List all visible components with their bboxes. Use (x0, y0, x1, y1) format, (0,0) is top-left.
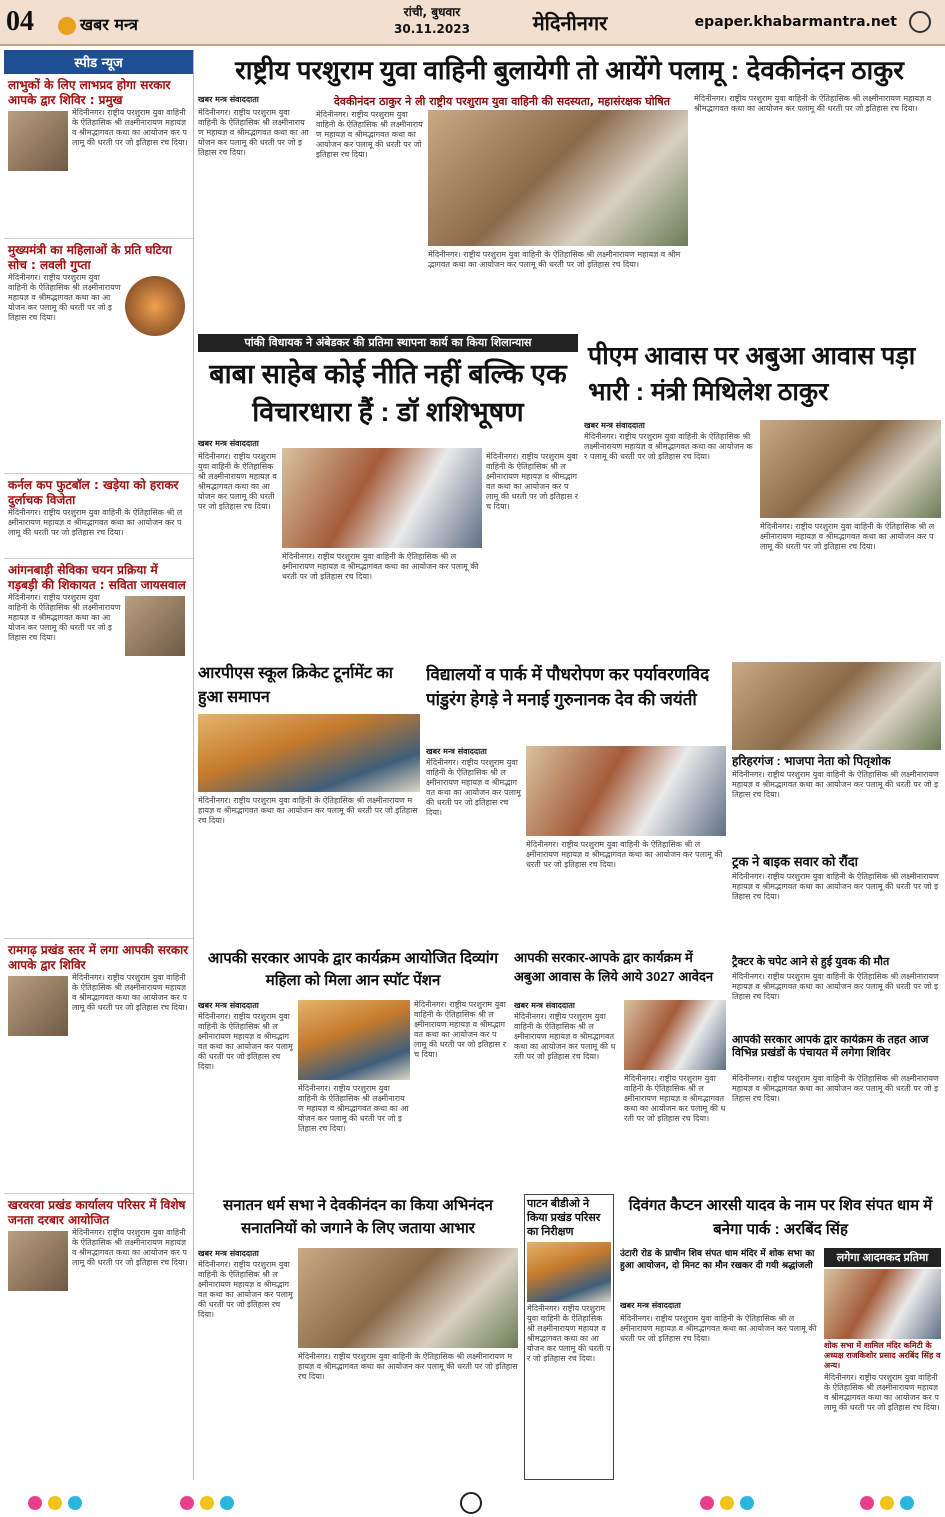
ambedkar-strap (198, 334, 578, 352)
park-headline[interactable]: दिवंगत कैप्टन आरसी यादव के नाम पर शिव संपत धाम में बनेगा पार्क : अरबिंद सिंह (628, 1197, 933, 1238)
article-body: मेदिनीनगर। राष्ट्रीय परशुराम युवा वाहिनी के ऐतिहासिक श्री लक्ष्मीनारायण महायज्ञ व श्रीमद्भागवत कथा का आयोजन कर पलामू की धरती पर जो इतिहास रच दिया। (198, 796, 418, 825)
article-body: मेदिनीनगर। राष्ट्रीय परशुराम युवा वाहिनी के ऐतिहासिक श्री लक्ष्मीनारायण महायज्ञ व श्रीमद्भागवत कथा का आयोजन कर पलामू की धरती पर जो इतिहास रच दिया। (316, 110, 423, 159)
article-body: मेदिनीनगर। राष्ट्रीय परशुराम युवा वाहिनी के ऐतिहासिक श्री लक्ष्मीनारायण महायज्ञ व श्रीमद्भागवत कथा का आयोजन कर पलामू की धरती पर जो इतिहास रच दिया। (72, 108, 188, 147)
article-body: मेदिनीनगर। राष्ट्रीय परशुराम युवा वाहिनी के ऐतिहासिक श्री लक्ष्मीनारायण महायज्ञ व श्रीमद्भागवत कथा का आयोजन कर पलामू की धरती पर जो इतिहास रच दिया। (624, 1074, 726, 1123)
list-item[interactable] (4, 474, 193, 559)
list-item[interactable] (4, 939, 193, 1194)
sanatan-story (198, 1248, 518, 1480)
reporter-tag: खबर मन्त्र संवाददाता (198, 1001, 259, 1010)
ambedkar-story (198, 438, 578, 658)
camp-headline[interactable]: आपकी सरकार आपके द्वार कार्यक्रम के तहत आज विभिन्न प्रखंडों के पंचायत में लगेगा शिविर (732, 1034, 929, 1059)
reporter-tag: खबर मन्त्र संवाददाता (514, 1001, 575, 1010)
truck-headline[interactable]: ट्रक ने बाइक सवार को रौंदा (732, 854, 858, 869)
article-body: मेदिनीनगर। राष्ट्रीय परशुराम युवा वाहिनी के ऐतिहासिक श्री लक्ष्मीनारायण महायज्ञ व श्रीमद्भागवत कथा का आयोजन कर पलामू की धरती पर जो इतिहास रच दिया। (8, 273, 121, 322)
awas-3027-story (514, 1000, 726, 1190)
color-dot-icon (48, 1496, 62, 1510)
print-registration-strip (0, 1488, 945, 1517)
divyang-headline[interactable]: आपकी सरकार आपके द्वार कार्यक्रम आयोजित दिव्यांग महिला को मिला आन स्पॉट पेंशन (207, 950, 499, 989)
awas-story (584, 420, 941, 660)
brand-emblem-icon (58, 17, 76, 35)
bdo-photo (527, 1242, 611, 1302)
awas-3027-photo (624, 1000, 726, 1070)
condolence-headline[interactable]: हरिहरगंज : भाजपा नेता को पितृशोक (732, 754, 891, 768)
statue-headline[interactable]: लगेगा आदमकद प्रतिमा (824, 1248, 941, 1267)
park-subheadline: उंटारी रोड के प्राचीन शिव संपत धाम मंदिर में शोक सभा का हुआ आयोजन, दो मिनट का मौन रखकर दी गयी श्रद्धांजली (620, 1249, 815, 1271)
awas-headline[interactable]: पीएम आवास पर अबुआ आवास पड़ा भारी : मंत्री मिथिलेश ठाकुर (588, 342, 916, 406)
list-item-headline: कर्नल कप फुटबॉल : खड़ेया को हराकर दुर्लाचक विजेता (8, 478, 179, 507)
statue-photo (824, 1269, 941, 1339)
registration-mark-icon (460, 1492, 482, 1514)
list-item[interactable] (4, 559, 193, 939)
article-body: मेदिनीनगर। राष्ट्रीय परशुराम युवा वाहिनी के ऐतिहासिक श्री लक्ष्मीनारायण महायज्ञ व श्रीमद्भागवत कथा का आयोजन कर पलामू की धरती पर जो इतिहास रच दिया। (282, 552, 479, 581)
news-photo (8, 111, 68, 171)
photo-caption: शोक सभा में शामिल मंदिर कमिटी के अध्यक्ष राजकिशोर प्रसाद अरबिंद सिंह व अन्य। (824, 1341, 941, 1370)
color-dot-icon (28, 1496, 42, 1510)
ambedkar-body-bottom (282, 552, 482, 652)
article-body: मेदिनीनगर। राष्ट्रीय परशुराम युवा वाहिनी के ऐतिहासिक श्री लक्ष्मीनारायण महायज्ञ व श्रीमद्भागवत कथा का आयोजन कर पलामू की धरती पर जो इतिहास रच दिया। (732, 872, 939, 901)
cricket-story (198, 796, 420, 946)
plantation-headline[interactable]: विद्यालयों व पार्क में पौधरोपण कर पर्यावरणविद पांडुरंग हेगड़े ने मनाई गुरुनानक देव की जयंती (426, 665, 710, 709)
awas-3027-body (514, 1012, 618, 1190)
article-body: मेदिनीनगर। राष्ट्रीय परशुराम युवा वाहिनी के ऐतिहासिक श्री लक्ष्मीनारायण महायज्ञ व श्रीमद्भागवत कथा का आयोजन कर पलामू की धरती पर जो इतिहास रच दिया। (298, 1352, 518, 1381)
reporter-tag: खबर मन्त्र संवाददाता (198, 1249, 259, 1258)
strap-text: पांकी विधायक ने अंबेडकर की प्रतिमा स्थापना कार्य का किया शिलान्यास (244, 336, 532, 349)
tractor-headline[interactable]: ट्रैक्टर के चपेट आने से हुई युवक की मौत (732, 956, 890, 968)
reporter-tag: खबर मन्त्र संवाददाता (620, 1301, 681, 1310)
speed-news-header: स्पीड न्यूज (4, 50, 193, 74)
article-body: मेदिनीनगर। राष्ट्रीय परशुराम युवा वाहिनी के ऐतिहासिक श्री लक्ष्मीनारायण महायज्ञ व श्रीमद्भागवत कथा का आयोजन कर पलामू की धरती पर जो इतिहास रच दिया। (426, 758, 521, 817)
park-sub (620, 1248, 820, 1296)
article-body: मेदिनीनगर। राष्ट्रीय परशुराम युवा वाहिनी के ऐतिहासिक श्री लक्ष्मीनारायण महायज्ञ व श्रीमद्भागवत कथा का आयोजन कर पलामू की धरती पर जो इतिहास रच दिया। (8, 593, 121, 642)
article-body: मेदिनीनगर। राष्ट्रीय परशुराम युवा वाहिनी के ऐतिहासिक श्री लक्ष्मीनारायण महायज्ञ व श्रीमद्भागवत कथा का आयोजन कर पलामू की धरती पर जो इतिहास रच दिया। (732, 770, 939, 799)
list-item[interactable] (4, 74, 193, 239)
bdo-headline[interactable]: पाटन बीडीओ ने किया प्रखंड परिसर का निरीक्षण (527, 1198, 601, 1238)
article-body: मेदिनीनगर। राष्ट्रीय परशुराम युवा वाहिनी के ऐतिहासिक श्री लक्ष्मीनारायण महायज्ञ व श्रीमद्भागवत कथा का आयोजन कर पलामू की धरती पर जो इतिहास रच दिया। (414, 1000, 506, 1059)
reporter-tag: खबर मन्त्र संवाददाता (584, 421, 645, 430)
tractor-body (732, 972, 941, 1032)
divyang-body (198, 1012, 293, 1190)
brand-name: खबर मन्त्र (80, 15, 138, 34)
condolence-body (732, 770, 941, 850)
condolence-photo (732, 662, 941, 750)
article-body: मेदिनीनगर। राष्ट्रीय परशुराम युवा वाहिनी के ऐतिहासिक श्री लक्ष्मीनारायण महायज्ञ व श्रीमद्भागवत कथा का आयोजन कर पलामू की धरती पर जो इतिहास रच दिया। (732, 1074, 939, 1103)
lead-story-body-bottom (428, 250, 688, 330)
lead-photo (428, 110, 688, 246)
article-body: मेदिनीनगर। राष्ट्रीय परशुराम युवा वाहिनी के ऐतिहासिक श्री लक्ष्मीनारायण महायज्ञ व श्रीमद्भागवत कथा का आयोजन कर पलामू की धरती पर जो इतिहास रच दिया। (198, 1012, 293, 1071)
article-body: मेदिनीनगर। राष्ट्रीय परशुराम युवा वाहिनी के ऐतिहासिक श्री लक्ष्मीनारायण महायज्ञ व श्रीमद्भागवत कथा का आयोजन कर पलामू की धरती पर जो इतिहास रच दिया। (72, 1228, 188, 1267)
article-body: मेदिनीनगर। राष्ट्रीय परशुराम युवा वाहिनी के ऐतिहासिक श्री लक्ष्मीनारायण महायज्ञ व श्रीमद्भागवत कथा का आयोजन कर पलामू की धरती पर जो इतिहास रच दिया। (198, 452, 277, 511)
article-body: मेदिनीनगर। राष्ट्रीय परशुराम युवा वाहिनी के ऐतिहासिक श्री लक्ष्मीनारायण महायज्ञ व श्रीमद्भागवत कथा का आयोजन कर पलामू की धरती पर जो इतिहास रच दिया। (620, 1314, 817, 1343)
color-dot-icon (200, 1496, 214, 1510)
bdo-box (524, 1194, 614, 1480)
registration-mark-icon (909, 11, 931, 33)
color-dot-icon (700, 1496, 714, 1510)
color-dot-icon (68, 1496, 82, 1510)
divyang-body-right (414, 1000, 508, 1190)
color-dot-icon (880, 1496, 894, 1510)
date: 30.11.2023 (394, 22, 470, 36)
main-content (198, 50, 941, 1480)
list-item-headline: रामगढ़ प्रखंड स्तर में लगा आपकी सरकार आपके द्वार शिविर (8, 943, 189, 972)
ambedkar-headline[interactable]: बाबा साहेब कोई नीति नहीं बल्कि एक विचारधारा हैं : डॉ शशिभूषण (209, 359, 567, 427)
reporter-tag: खबर मन्त्र संवाददाता (198, 439, 259, 448)
list-item-headline: मुख्यमंत्री का महिलाओं के प्रति घटिया सोच : लवली गुप्ता (8, 243, 172, 272)
list-item[interactable] (4, 239, 193, 474)
article-body: मेदिनीनगर। राष्ट्रीय परशुराम युवा वाहिनी के ऐतिहासिक श्री लक्ष्मीनारायण महायज्ञ व श्रीमद्भागवत कथा का आयोजन कर पलामू की धरती पर जो इतिहास रच दिया। (428, 250, 681, 269)
awas-3027-headline[interactable]: आपकी सरकार-आपके द्वार कार्यक्रम में अबुआ आवास के लिये आये 3027 आवेदन (514, 950, 714, 984)
color-dot-icon (180, 1496, 194, 1510)
park-story (620, 1300, 820, 1480)
article-body: मेदिनीनगर। राष्ट्रीय परशुराम युवा वाहिनी के ऐतिहासिक श्री लक्ष्मीनारायण महायज्ञ व श्रीमद्भागवत कथा का आयोजन कर पलामू की धरती पर जो इतिहास रच दिया। (198, 108, 309, 157)
article-body: मेदिनीनगर। राष्ट्रीय परशुराम युवा वाहिनी के ऐतिहासिक श्री लक्ष्मीनारायण महायज्ञ व श्रीमद्भागवत कथा का आयोजन कर पलामू की धरती पर जो इतिहास रच दिया। (72, 973, 188, 1012)
portrait-photo (125, 596, 185, 656)
article-body: मेदिनीनगर। राष्ट्रीय परशुराम युवा वाहिनी के ऐतिहासिक श्री लक्ष्मीनारायण महायज्ञ व श्रीमद्भागवत कथा का आयोजन कर पलामू की धरती पर जो इतिहास रच दिया। (760, 522, 935, 551)
brand-logo (58, 13, 138, 35)
section-name: मेदिनीनगर (532, 11, 608, 35)
color-dot-icon (860, 1496, 874, 1510)
cricket-headline[interactable]: आरपीएस स्कूल क्रिकेट टूर्नामेंट का हुआ समापन (198, 665, 393, 706)
city: रांची, बुधवार (403, 5, 461, 19)
sanatan-photo (298, 1248, 518, 1348)
list-item[interactable] (4, 1194, 193, 1444)
awas-photo (760, 420, 941, 518)
statue-box (824, 1248, 941, 1480)
news-photo (8, 1231, 68, 1291)
page-number: 04 (6, 6, 34, 37)
article-body: मेदिनीनगर। राष्ट्रीय परशुराम युवा वाहिनी के ऐतिहासिक श्री लक्ष्मीनारायण महायज्ञ व श्रीमद्भागवत कथा का आयोजन कर पलामू की धरती पर जो इतिहास रच दिया। (584, 432, 753, 461)
photo-caption: देवकीनंदन ठाकुर ने ली राष्ट्रीय परशुराम युवा वाहिनी की सदस्यता, महासंरक्षक घोषित (333, 95, 671, 108)
lead-story-body-left (198, 94, 310, 330)
lead-headline[interactable]: राष्ट्रीय परशुराम युवा वाहिनी बुलायेगी तो आयेंगे पलामू : देवकीनंदन ठाकुर (235, 55, 904, 85)
lead-story-caption (316, 94, 688, 108)
plantation-photo (526, 746, 726, 836)
awas-body-right (760, 522, 941, 660)
list-item-headline: आंगनबाड़ी सेविका चयन प्रक्रिया में गड़बड़ी की शिकायत : सविता जायसवाल (8, 563, 186, 592)
right-briefs (732, 662, 941, 1142)
ambedkar-body (198, 452, 278, 652)
plantation-body-right (526, 840, 726, 946)
article-body: मेदिनीनगर। राष्ट्रीय परशुराम युवा वाहिनी के ऐतिहासिक श्री लक्ष्मीनारायण महायज्ञ व श्रीमद्भागवत कथा का आयोजन कर पलामू की धरती पर जो इतिहास रच दिया। (198, 1260, 293, 1319)
color-dot-icon (720, 1496, 734, 1510)
article-body: मेदिनीनगर। राष्ट्रीय परशुराम युवा वाहिनी के ऐतिहासिक श्री लक्ष्मीनारायण महायज्ञ व श्रीमद्भागवत कथा का आयोजन कर पलामू की धरती पर जो इतिहास रच दिया। (514, 1012, 616, 1061)
sanatan-body (198, 1260, 293, 1480)
news-photo (8, 976, 68, 1036)
lead-story (198, 94, 941, 334)
divyang-body-mid (298, 1084, 410, 1190)
reporter-tag: खबर मन्त्र संवाददाता (198, 95, 259, 104)
city-date (372, 4, 492, 38)
article-body: मेदिनीनगर। राष्ट्रीय परशुराम युवा वाहिनी के ऐतिहासिक श्री लक्ष्मीनारायण महायज्ञ व श्रीमद्भागवत कथा का आयोजन कर पलामू की धरती पर जो इतिहास रच दिया। (527, 1304, 611, 1363)
article-body: मेदिनीनगर। राष्ट्रीय परशुराम युवा वाहिनी के ऐतिहासिक श्री लक्ष्मीनारायण महायज्ञ व श्रीमद्भागवत कथा का आयोजन कर पलामू की धरती पर जो इतिहास रच दिया। (298, 1084, 409, 1133)
awas-body (584, 432, 754, 660)
article-body: मेदिनीनगर। राष्ट्रीय परशुराम युवा वाहिनी के ऐतिहासिक श्री लक्ष्मीनारायण महायज्ञ व श्रीमद्भागवत कथा का आयोजन कर पलामू की धरती पर जो इतिहास रच दिया। (486, 452, 578, 511)
masthead (0, 0, 945, 46)
ambedkar-photo (282, 448, 482, 548)
article-body: मेदिनीनगर। राष्ट्रीय परशुराम युवा वाहिनी के ऐतिहासिक श्री लक्ष्मीनारायण महायज्ञ व श्रीमद्भागवत कथा का आयोजन कर पलामू की धरती पर जो इतिहास रच दिया। (824, 1373, 940, 1412)
article-body: मेदिनीनगर। राष्ट्रीय परशुराम युवा वाहिनी के ऐतिहासिक श्री लक्ष्मीनारायण महायज्ञ व श्रीमद्भागवत कथा का आयोजन कर पलामू की धरती पर जो इतिहास रच दिया। (732, 972, 939, 1001)
reporter-tag: खबर मन्त्र संवाददाता (426, 747, 487, 756)
speed-news-column (4, 50, 194, 1480)
article-body: मेदिनीनगर। राष्ट्रीय परशुराम युवा वाहिनी के ऐतिहासिक श्री लक्ष्मीनारायण महायज्ञ व श्रीमद्भागवत कथा का आयोजन कर पलामू की धरती पर जो इतिहास रच दिया। (8, 508, 183, 537)
sanatan-body-right (298, 1352, 518, 1480)
plantation-story (426, 746, 726, 946)
portrait-photo (125, 276, 185, 336)
article-body: मेदिनीनगर। राष्ट्रीय परशुराम युवा वाहिनी के ऐतिहासिक श्री लक्ष्मीनारायण महायज्ञ व श्रीमद्भागवत कथा का आयोजन कर पलामू की धरती पर जो इतिहास रच दिया। (694, 94, 932, 113)
divyang-photo (298, 1000, 410, 1080)
site-url[interactable]: epaper.khabarmantra.net (694, 14, 897, 30)
sanatan-headline[interactable]: सनातन धर्म सभा ने देवकीनंदन का किया अभिनंदन सनातनियों को जगाने के लिए जताया आभार (223, 1197, 493, 1237)
color-dot-icon (740, 1496, 754, 1510)
article-body: मेदिनीनगर। राष्ट्रीय परशुराम युवा वाहिनी के ऐतिहासिक श्री लक्ष्मीनारायण महायज्ञ व श्रीमद्भागवत कथा का आयोजन कर पलामू की धरती पर जो इतिहास रच दिया। (526, 840, 723, 869)
color-dot-icon (900, 1496, 914, 1510)
lead-story-body-right (694, 94, 941, 330)
lead-story-body-mid (316, 110, 424, 330)
camp-body (732, 1074, 941, 1142)
divyang-story (198, 1000, 508, 1190)
truck-body (732, 872, 941, 952)
ambedkar-body-right (486, 452, 578, 652)
awas-3027-body-right (624, 1074, 726, 1190)
cricket-photo (198, 714, 420, 792)
list-item-headline: लाभुकों के लिए लाभप्रद होगा सरकार आपके द्वार शिविर : प्रमुख (8, 78, 171, 107)
color-dot-icon (220, 1496, 234, 1510)
list-item-headline: खरवरवा प्रखंड कार्यालय परिसर में विशेष जनता दरबार आयोजित (8, 1198, 186, 1227)
plantation-body (426, 758, 521, 946)
